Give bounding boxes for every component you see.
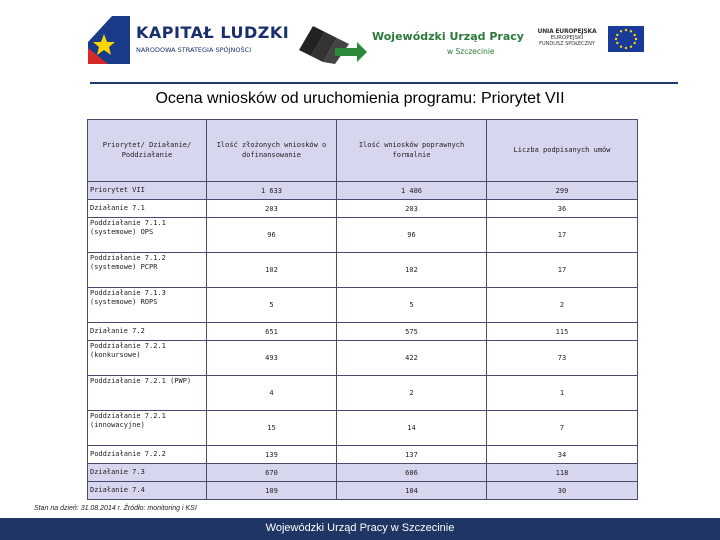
table-row [88, 288, 638, 323]
row-label-cell: Poddziałanie 7.1.1 (systemowe) OPS [88, 218, 207, 253]
eu-text [528, 28, 606, 47]
table-row [88, 323, 638, 341]
submitted-count-cell: 5 [207, 288, 337, 323]
table-row [88, 182, 638, 200]
contracts-count-cell: 30 [487, 482, 638, 500]
row-label-cell: Poddziałanie 7.2.1 (innowacyjne) [88, 411, 207, 446]
submitted-count-cell: 15 [207, 411, 337, 446]
eu-line2: EUROPEJSKI [550, 35, 584, 41]
correct-count-cell: 137 [337, 446, 487, 464]
correct-count-cell: 104 [337, 482, 487, 500]
correct-count-cell: 96 [337, 218, 487, 253]
submitted-count-cell: 651 [207, 323, 337, 341]
contracts-count-cell: 118 [487, 464, 638, 482]
data-source-note: Stan na dzień: 31.08.2014 r. Źródło: monitoring i KSI [34, 505, 197, 512]
wup-logo [295, 20, 524, 66]
table-row [88, 446, 638, 464]
contracts-count-cell: 2 [487, 288, 638, 323]
header-cell: Priorytet/ Działanie/ Poddziałanie [88, 120, 207, 182]
correct-count-cell: 14 [337, 411, 487, 446]
submitted-count-cell: 96 [207, 218, 337, 253]
header-divider [90, 82, 678, 84]
row-label-cell: Priorytet VII [88, 182, 207, 200]
kapital-ludzki-title: KAPITAŁ LUDZKI [136, 23, 290, 42]
correct-count-cell: 203 [337, 200, 487, 218]
table-row [88, 464, 638, 482]
correct-count-cell: 575 [337, 323, 487, 341]
row-label-cell: Działanie 7.2 [88, 323, 207, 341]
row-label-cell: Poddziałanie 7.2.1 (PWP) [88, 376, 207, 411]
header-cell: Ilość złożonych wniosków o dofinansowanie [207, 120, 337, 182]
submitted-count-cell: 203 [207, 200, 337, 218]
submitted-count-cell: 4 [207, 376, 337, 411]
correct-count-cell: 2 [337, 376, 487, 411]
eu-line3: FUNDUSZ SPOŁECZNY [539, 41, 595, 47]
kapital-ludzki-subtitle: NARODOWA STRATEGIA SPÓJNOŚCI [136, 46, 252, 54]
contracts-count-cell: 73 [487, 341, 638, 376]
row-label-cell: Działanie 7.3 [88, 464, 207, 482]
table-row [88, 482, 638, 500]
submitted-count-cell: 1 633 [207, 182, 337, 200]
table-row [88, 200, 638, 218]
eu-logo [518, 18, 646, 64]
table-row [88, 218, 638, 253]
row-label-cell: Działanie 7.4 [88, 482, 207, 500]
table-row [88, 376, 638, 411]
wup-subtitle: w Szczecinie [447, 47, 495, 56]
submitted-count-cell: 670 [207, 464, 337, 482]
submitted-count-cell: 102 [207, 253, 337, 288]
contracts-count-cell: 1 [487, 376, 638, 411]
eu-flag-icon [608, 26, 644, 52]
contracts-count-cell: 17 [487, 253, 638, 288]
correct-count-cell: 1 486 [337, 182, 487, 200]
table-row [88, 253, 638, 288]
correct-count-cell: 606 [337, 464, 487, 482]
row-label-cell: Poddziałanie 7.2.1 (konkursowe) [88, 341, 207, 376]
row-label-cell: Poddziałanie 7.1.3 (systemowe) ROPS [88, 288, 207, 323]
contracts-count-cell: 299 [487, 182, 638, 200]
row-label-cell: Działanie 7.1 [88, 200, 207, 218]
submitted-count-cell: 109 [207, 482, 337, 500]
footer-text: Wojewódzki Urząd Pracy w Szczecinie [265, 522, 455, 534]
table-header-row [88, 120, 638, 182]
header-cell: Ilość wniosków poprawnych formalnie [337, 120, 487, 182]
page-title: Ocena wniosków od uruchomienia programu: Priorytet VII [155, 90, 565, 107]
contracts-count-cell: 36 [487, 200, 638, 218]
table-row [88, 341, 638, 376]
table-row [88, 411, 638, 446]
submitted-count-cell: 139 [207, 446, 337, 464]
contracts-count-cell: 115 [487, 323, 638, 341]
row-label-cell: Poddziałanie 7.2.2 [88, 446, 207, 464]
wup-title: Wojewódzki Urząd Pracy [372, 30, 524, 43]
submitted-count-cell: 493 [207, 341, 337, 376]
correct-count-cell: 102 [337, 253, 487, 288]
applications-table [87, 119, 638, 500]
header [0, 0, 720, 82]
kapital-ludzki-logo [86, 12, 290, 70]
wup-emblem-icon [295, 20, 367, 66]
row-label-cell: Poddziałanie 7.1.2 (systemowe) PCPR [88, 253, 207, 288]
table-body [88, 182, 638, 500]
contracts-count-cell: 7 [487, 411, 638, 446]
correct-count-cell: 422 [337, 341, 487, 376]
header-cell: Liczba podpisanych umów [487, 120, 638, 182]
footer-bar [0, 518, 720, 540]
contracts-count-cell: 34 [487, 446, 638, 464]
eu-line1: UNIA EUROPEJSKA [537, 28, 597, 35]
kapital-ludzki-flag-icon [86, 12, 132, 68]
correct-count-cell: 5 [337, 288, 487, 323]
contracts-count-cell: 17 [487, 218, 638, 253]
